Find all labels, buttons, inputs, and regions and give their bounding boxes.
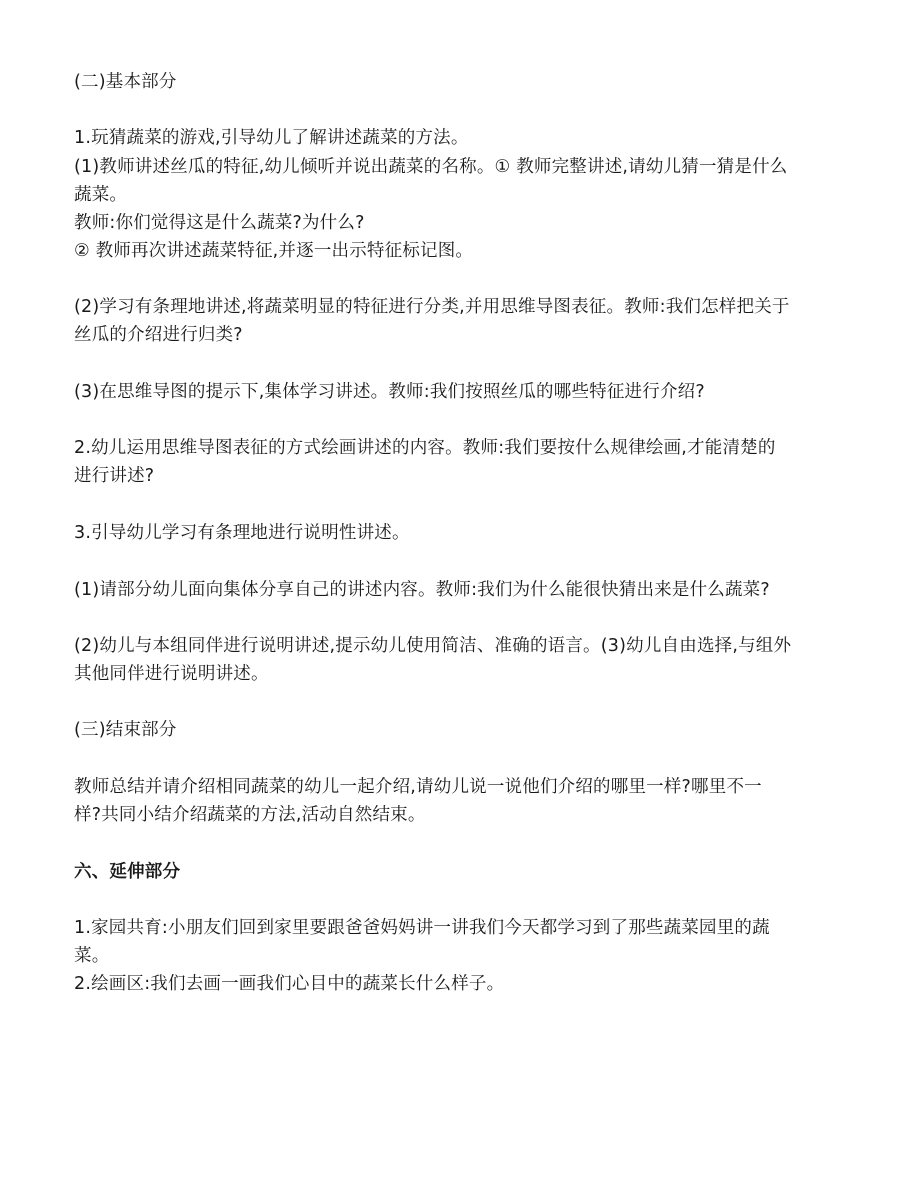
item1-text: 1.玩猜蔬菜的游戏,引导幼儿了解讲述蔬菜的方法。 xyxy=(74,128,469,148)
item1-1-line1: (1)教师讲述丝瓜的特征,幼儿倾听并说出蔬菜的名称。① 教师完整讲述,请幼儿猜一猜是什么 xyxy=(74,157,788,177)
item3-1-text: (1)请部分幼儿面向集体分享自己的讲述内容。教师:我们为什么能很快猜出来是什么蔬菜? xyxy=(74,580,770,600)
extension2-text: 2.绘画区:我们去画一画我们心目中的蔬菜长什么样子。 xyxy=(74,974,505,994)
extension1-line1: 1.家园共育:小朋友们回到家里要跟爸爸妈妈讲一讲我们今天都学习到了那些蔬菜园里的蔬 xyxy=(74,918,770,938)
section3-heading: (三)结束部分 xyxy=(74,720,177,740)
item2-line1: 2.幼儿运用思维导图表征的方式绘画讲述的内容。教师:我们要按什么规律绘画,才能清楚的 xyxy=(74,438,776,458)
item3-text: 3.引导幼儿学习有条理地进行说明性讲述。 xyxy=(74,523,410,543)
item3-2-line2: 其他同伴进行说明讲述。 xyxy=(74,664,269,684)
section6-heading: 六、延伸部分 xyxy=(74,862,181,882)
item3-2-line1: (2)幼儿与本组同伴进行说明讲述,提示幼儿使用简洁、准确的语言。(3)幼儿自由选择,与组外 xyxy=(74,636,792,656)
item1-2-line1: (2)学习有条理地讲述,将蔬菜明显的特征进行分类,并用思维导图表征。教师:我们怎样把关于 xyxy=(74,297,790,317)
item1-2-line2: 丝瓜的介绍进行归类? xyxy=(74,325,243,345)
conclusion-line2: 样?共同小结介绍蔬菜的方法,活动自然结束。 xyxy=(74,805,426,825)
teacher-question-1: 教师:你们觉得这是什么蔬菜?为什么? xyxy=(74,213,365,233)
conclusion-line1: 教师总结并请介绍相同蔬菜的幼儿一起介绍,请幼儿说一说他们介绍的哪里一样?哪里不一 xyxy=(74,777,762,797)
extension1-line2: 菜。 xyxy=(74,946,110,966)
item1-1-line2: 蔬菜。 xyxy=(74,185,128,205)
item1-3-text: (3)在思维导图的提示下,集体学习讲述。教师:我们按照丝瓜的哪些特征进行介绍? xyxy=(74,382,705,402)
item1-1-step2: ② 教师再次讲述蔬菜特征,并逐一出示特征标记图。 xyxy=(74,241,474,261)
section2-heading: (二)基本部分 xyxy=(74,72,177,92)
item2-line2: 进行讲述? xyxy=(74,466,155,486)
